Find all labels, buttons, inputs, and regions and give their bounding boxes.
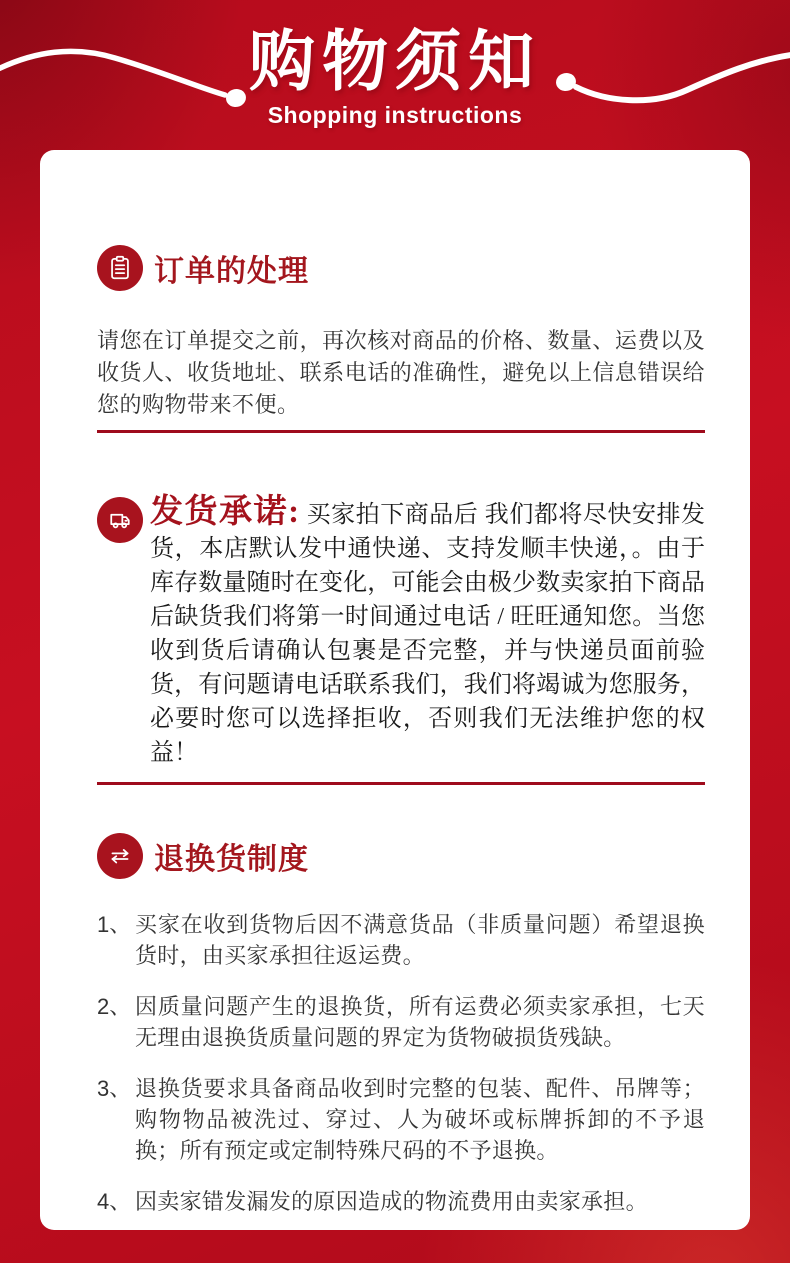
section-order-body: 请您在订单提交之前，再次核对商品的价格、数量、运费以及收货人、收货地址、联系电话的准确性，避免以上信息错误给您的购物带来不便。: [97, 328, 705, 417]
policy-item-number: 2、: [97, 994, 132, 1019]
policy-item-text: 因质量问题产生的退换货，所有运费必须卖家承担，七天无理由退换货质量问题的界定为货物破损货残缺。: [135, 994, 705, 1050]
swap-arrows-icon: [97, 833, 143, 879]
header: [0, 0, 790, 150]
section-shipping-body: 买家拍下商品后 我们都将尽快安排发货，本店默认发中通快递、支持发顺丰快递，。由于库存数量随时在变化，可能会由极少数卖家拍下商品后缺货我们将第一时间通过电话 / 旺旺通知您。当您收到货后请确认包裹是否完整，并与快递员面前验货，有问题请电话联系我们，我们将竭诚为您服务，必要时您可以选择拒收，否则我们无法维护您的权益！: [150, 502, 705, 766]
section-order-title: 订单的处理: [154, 255, 309, 288]
policy-item-1: [97, 909, 705, 971]
section-order-header: [97, 245, 705, 291]
section-shipping-title: 发货承诺:: [150, 494, 301, 530]
policy-item-number: 4、: [97, 1189, 132, 1214]
section-order-processing: [97, 245, 705, 421]
section-return-policy: [97, 833, 705, 1217]
clipboard-icon: [97, 245, 143, 291]
truck-icon: [97, 497, 143, 543]
policy-item-text: 因卖家错发漏发的原因造成的物流费用由卖家承担。: [135, 1189, 648, 1214]
section-shipping-text: [150, 495, 705, 770]
policy-item-text: 退换货要求具备商品收到时完整的包装、配件、吊牌等；购物物品被洗过、穿过、人为破坏或标牌拆卸的不予退换；所有预定或定制特殊尺码的不予退换。: [135, 1076, 705, 1163]
policy-item-3: [97, 1073, 705, 1166]
section-return-header: [97, 833, 705, 879]
page-title: 购物须知: [249, 24, 541, 98]
page-subtitle: Shopping instructions: [267, 102, 523, 128]
return-policy-list: [97, 909, 705, 1217]
policy-item-number: 3、: [97, 1076, 132, 1101]
policy-item-2: [97, 991, 705, 1053]
policy-item-text: 买家在收到货物后因不满意货品（非质量问题）希望退换货时，由买家承担往返运费。: [135, 912, 705, 968]
section-shipping-promise: [97, 495, 705, 770]
content-card: [40, 150, 750, 1230]
policy-item-number: 1、: [97, 912, 132, 937]
divider: [97, 430, 705, 433]
section-return-title: 退换货制度: [154, 843, 309, 876]
policy-item-4: [97, 1186, 705, 1217]
divider: [97, 782, 705, 785]
